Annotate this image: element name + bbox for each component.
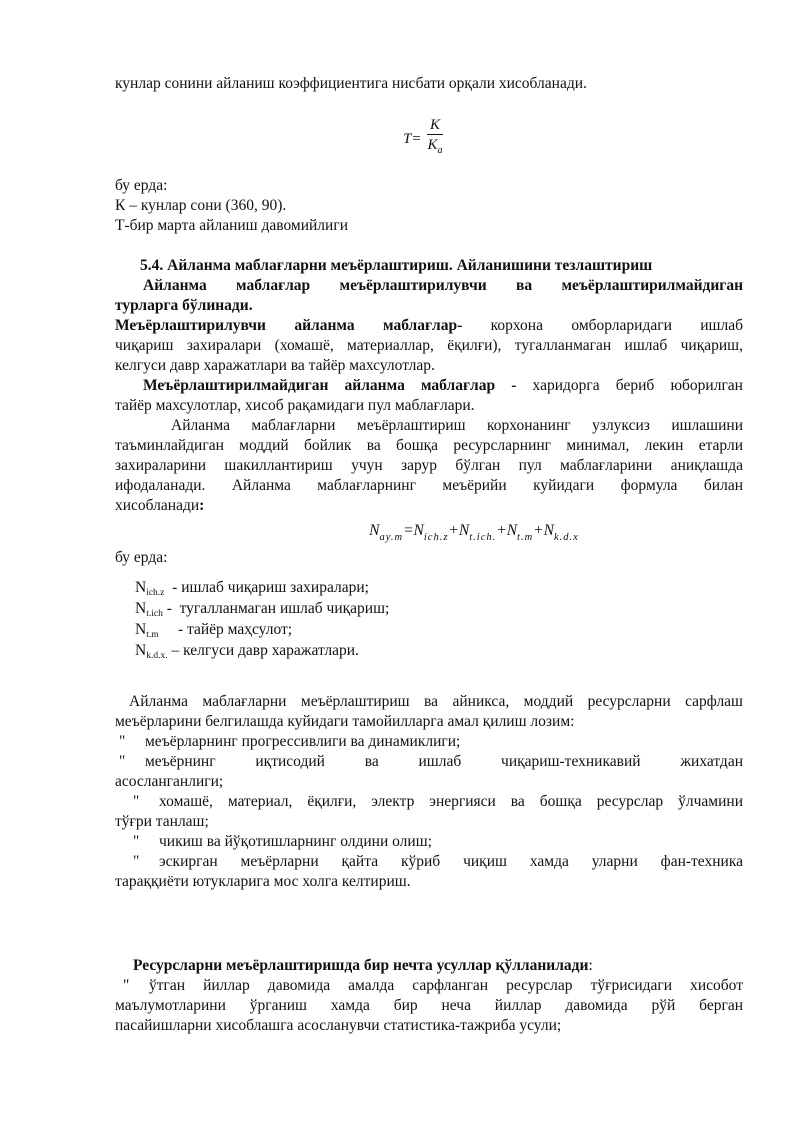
variable-desc: - тугалланмаган ишлаб чиқариш; bbox=[162, 600, 390, 617]
formula1-lhs: T bbox=[403, 130, 412, 147]
variable-desc: - ишлаб чиқариш захиралари; bbox=[164, 579, 369, 596]
section-heading bbox=[115, 256, 743, 276]
definition-k: К – кунлар сони (360, 90). bbox=[115, 197, 287, 214]
norm-paragraph-line3: захираларини шакиллантириш учун зарур бўлган пул маблағларини аниқлашда bbox=[115, 457, 743, 474]
subheading-line2-text: турларга бўлинади. bbox=[115, 297, 253, 314]
variable-desc: – келгуси давр харажатлари. bbox=[167, 642, 359, 659]
variable-desc: - тайёр маҳсулот; bbox=[158, 621, 293, 638]
methods-heading bbox=[115, 956, 743, 976]
formula-normative bbox=[115, 516, 743, 546]
formula2-term2: N bbox=[413, 522, 424, 539]
variable-symbol: N bbox=[135, 642, 147, 659]
method-item-cont: маълумотларини ўрганиш хамда бир неча йиллар давомида рўй берган bbox=[115, 997, 743, 1014]
formula2-eq: = bbox=[403, 522, 414, 539]
principle-text: эскирган меъёрларни қайта кўриб чиқиш хамда уларни фан-техника bbox=[159, 853, 743, 870]
norm-paragraph-line5-text: хисобланади bbox=[115, 497, 200, 514]
principle-item-cont: тўғри танлаш; bbox=[115, 813, 209, 830]
variable-symbol: N bbox=[135, 600, 147, 617]
principle-item bbox=[115, 852, 743, 872]
variable-item bbox=[135, 620, 743, 641]
formula1-den-base: K bbox=[427, 137, 438, 153]
nonnormed-paragraph-line2: тайёр махсулотлар, хисоб рақамидаги пул маблағлари. bbox=[115, 397, 475, 414]
norm-paragraph-line2: таъминлайдиган моддий бойлик ва бошқа ресурсларнинг минимал, лекин етарли bbox=[115, 437, 743, 454]
where-label-1: бу ерда: bbox=[115, 177, 168, 194]
normed-paragraph-line1 bbox=[115, 316, 743, 336]
variable-sub: k.d.x. bbox=[146, 651, 168, 661]
variable-sub: t.m bbox=[146, 630, 159, 640]
norm-paragraph-line4: ифодаланади. Айланма маблағларнинг меъёрийи куйидаги формула билан bbox=[115, 477, 743, 494]
variable-item bbox=[135, 641, 743, 662]
intro-line: кунлар сонини айланиш коэффициентига нисбати орқали хисобланади. bbox=[115, 75, 587, 92]
formula2-term3: N bbox=[458, 522, 470, 539]
formula2-sub3: t.ich. bbox=[469, 532, 497, 543]
formula1-fraction bbox=[424, 116, 445, 161]
methods-heading-colon: : bbox=[588, 957, 593, 974]
principle-item bbox=[115, 732, 743, 752]
formula2-sub4: t.m bbox=[517, 532, 534, 543]
principle-text: хомашё, материал, ёқилғи, электр энергияси ва бошқа ресурслар ўлчамини bbox=[159, 793, 743, 810]
formula-turnover-duration bbox=[115, 94, 743, 166]
formula1-den-sub: a bbox=[437, 145, 443, 156]
formula2-sub2: ich.z bbox=[423, 532, 449, 543]
variable-item bbox=[135, 578, 743, 599]
normed-paragraph-line3: келгуси давр харажатлари ва тайёр махсулотлар. bbox=[115, 357, 435, 374]
formula2-term1: N bbox=[369, 522, 380, 539]
variable-item bbox=[135, 599, 743, 620]
bullet-marker: " bbox=[123, 977, 130, 994]
bullet-marker: " bbox=[133, 853, 140, 870]
method-text: ўтган йиллар давомида амалда сарфланган ресурслар тўғрисидаги хисобот bbox=[149, 977, 743, 994]
variable-symbol: N bbox=[135, 579, 147, 596]
formula2-sub1: ay.m bbox=[379, 532, 404, 543]
norm-paragraph-line1: Айланма маблағларни меъёрлаштириш корхонанинг узлуксиз ишлашини bbox=[171, 417, 743, 434]
bullet-marker: " bbox=[133, 833, 140, 850]
norm-paragraph-line5 bbox=[115, 496, 743, 516]
variable-sub: ich.z bbox=[146, 588, 165, 598]
method-item bbox=[115, 976, 743, 996]
methods-heading-text: Ресурсларни меъёрлаштиришда бир нечта усуллар қўлланилади bbox=[133, 957, 589, 974]
subheading-line1 bbox=[115, 276, 743, 296]
principle-text: меъёрнинг иқтисодий ва ишлаб чиқариш-техникавий жихатдан bbox=[145, 753, 743, 770]
principle-text: чикиш ва йўқотишларнинг олдини олиш; bbox=[159, 833, 432, 850]
formula2-term5: N bbox=[543, 522, 554, 539]
principle-item bbox=[115, 792, 743, 812]
definition-t: Т-бир марта айланиш давомийлиги bbox=[115, 217, 348, 234]
nonnormed-paragraph-line1 bbox=[115, 376, 743, 396]
normed-paragraph-line2: чиқариш захиралари (хомашё, материаллар, ёқилғи), тугалланмаган ишлаб чиқариш, bbox=[115, 337, 743, 354]
principle-item bbox=[115, 832, 743, 852]
formula1-numerator: K bbox=[427, 116, 443, 135]
formula1-eq: = bbox=[411, 130, 422, 147]
norm-paragraph-colon: : bbox=[199, 497, 205, 514]
formula2-plus1: + bbox=[448, 522, 459, 539]
formula1-denominator bbox=[424, 135, 445, 161]
normed-term: Меъёрлаштирилувчи айланма маблағлар- bbox=[115, 317, 463, 334]
normed-desc-1: корхона омборларидаги ишлаб bbox=[462, 317, 743, 334]
document-page bbox=[115, 74, 743, 1036]
method-item-cont: пасайишларни хисоблашга асосланувчи статистика-тажриба усули; bbox=[115, 1017, 562, 1034]
nonnormed-term: Меъёрлаштирилмайдиган айланма маблағлар - bbox=[143, 377, 517, 394]
principle-item bbox=[115, 752, 743, 772]
subheading-line2 bbox=[115, 296, 743, 316]
principles-intro-line2: меъёрларини белгилашда куйидаги тамойилларга амал қилиш лозим: bbox=[115, 713, 575, 730]
where-label-2: бу ерда: bbox=[115, 549, 168, 566]
bullet-marker: " bbox=[119, 733, 126, 750]
subheading-line1-text: Айланма маблағлар меъёрлаштирилувчи ва меъёрлаштирилмайдиган bbox=[143, 277, 743, 294]
variable-symbol: N bbox=[135, 621, 147, 638]
principle-item-cont: асосланганлиги; bbox=[115, 773, 224, 790]
bullet-marker: " bbox=[119, 753, 126, 770]
bullet-marker: " bbox=[133, 793, 140, 810]
principle-item-cont: тараққиёти ютукларига мос холга келтириш. bbox=[115, 873, 411, 890]
variable-sub: t.ich bbox=[146, 609, 163, 619]
formula2-term4: N bbox=[506, 522, 518, 539]
nonnormed-desc-1: харидорга бериб юборилган bbox=[516, 377, 743, 394]
variable-list bbox=[115, 578, 743, 662]
principle-text: меъёрларнинг прогрессивлиги ва динамиклиги; bbox=[145, 733, 461, 750]
formula2-plus3: + bbox=[533, 522, 544, 539]
formula2-sub5: k.d.x bbox=[553, 532, 579, 543]
principles-intro-line1: Айланма маблағларни меъёрлаштириш ва айникса, моддий ресурсларни сарфлаш bbox=[129, 693, 743, 710]
section-heading-text: 5.4. Айланма маблағларни меъёрлаштириш. Айланишини тезлаштириш bbox=[140, 257, 653, 274]
formula2-plus2: + bbox=[496, 522, 507, 539]
